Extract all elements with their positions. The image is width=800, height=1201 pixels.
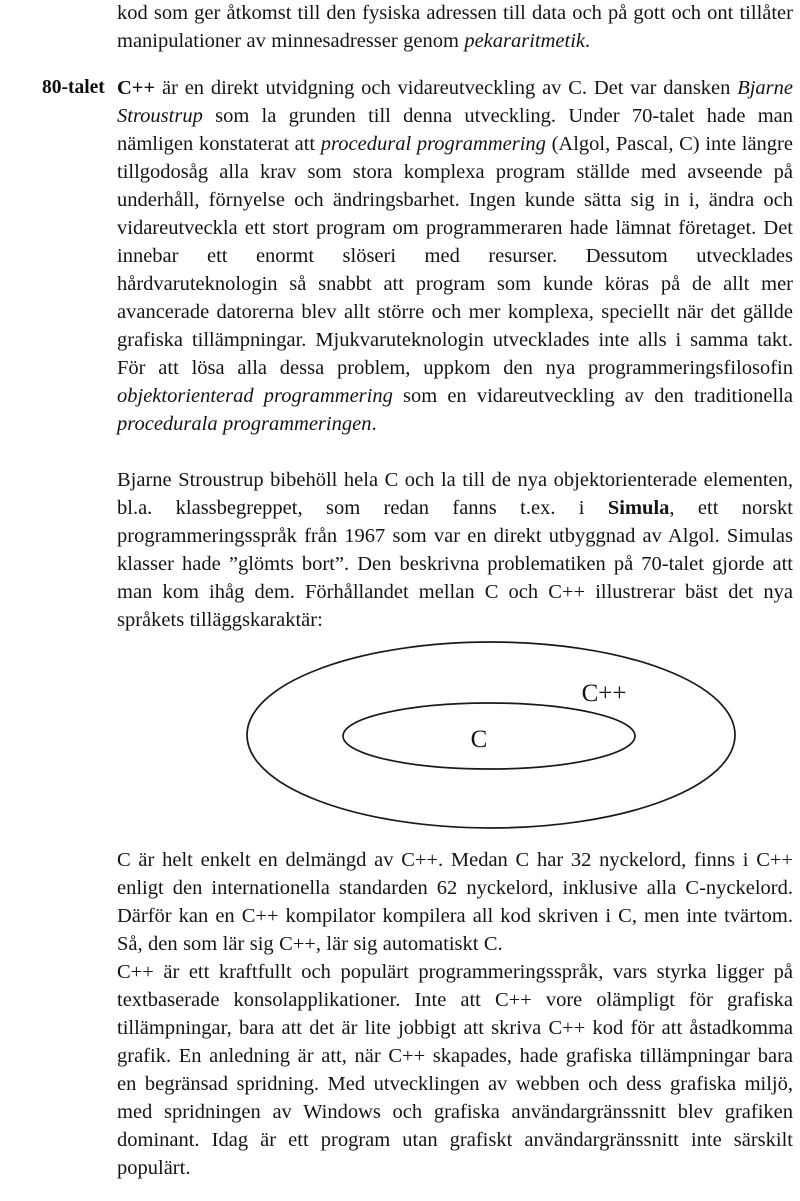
paragraph-subset <box>117 846 793 958</box>
venn-diagram-c-cpp <box>220 625 760 840</box>
text-run-normal: är en direkt utvidgning och vidareutveckling av C. Det var dansken <box>155 77 738 99</box>
text-run-normal: C++ är ett kraftfullt och populärt programmeringsspråk, vars styrka ligger på textbaserade konsolapplikationer. Inte att C++ vore olämpligt för grafiska tillämpningar, bara att det är lite jobbigt att skriva C++ kod för att åstadkomma grafik. En anledning är att, när C++ skapades, hade grafiska tillämpningar bara en begränsad spridning. Med utvecklingen av webben och dess grafiska miljö, med spridningen av Windows och grafiska användargränssnitt blev grafiken dominant. Idag är ett program utan grafiskt användargränssnitt inte särskilt populärt. <box>117 961 793 1179</box>
venn-label-c: C <box>470 726 488 753</box>
text-run-italic: pekararitmetik <box>464 30 586 52</box>
paragraph-text <box>117 0 793 55</box>
text-run-normal: . <box>585 30 591 52</box>
text-run-normal: , ett norskt programmeringsspråk från 1967 som var en direkt utbyggnad av Algol. Simulas klasser hade ”glömts bort”. Den beskrivna problematiken på 70-talet gjorde att man kom ihåg dem. Förhållandet mellan C och C++ illustrerar bäst det nya språkets tilläggskaraktär: <box>117 497 793 631</box>
venn-label-cpp: C++ <box>581 680 627 707</box>
text-run-normal: kod som ger åtkomst till den fysiska adressen till data och på gott och ont tillåter manipulationer av minnesadresser genom <box>117 2 793 52</box>
text-run-italic: objektorienterad programmering <box>117 385 393 407</box>
text-run-normal: . <box>371 413 377 435</box>
margin-note-80-talet: 80-talet <box>42 77 105 98</box>
paragraph-continued <box>117 0 793 55</box>
text-run-bold: Simula <box>607 497 670 519</box>
inner-ellipse-c <box>343 703 635 769</box>
paragraph-power <box>117 958 793 1182</box>
text-run-italic: procedurala programmeringen <box>117 413 372 435</box>
text-run-normal: (Algol, Pascal, C) inte längre tillgodosåg alla krav som stora komplexa program ställde med avseende på underhåll, förnyelse och ändringsbarhet. Ingen kunde sätta sig in i, ändra och vidareutveckla ett stort program om programmeraren hade lämnat företaget. Det innebar ett enormt slöseri med resurser. Dessutom utvecklades hårdvaruteknologin så snabbt att program som kunde köras på de allt mer avancerade datorerna blev allt större och mer komplexa, speciellt när det gällde grafiska tillämpningar. Mjukvaruteknologin utvecklades inte alls i samma takt. För att lösa alla dessa problem, uppkom den nya programmeringsfilosofin <box>117 133 793 379</box>
text-run-normal: Bjarne Stroustrup bibehöll hela C och la till de nya objektorienterade elementen, bl.a. klassbegreppet, som redan fanns t.ex. i <box>117 469 793 519</box>
text-run-normal: C är helt enkelt en delmängd av C++. Medan C har 32 nyckelord, finns i C++ enligt den internationella standarden 62 nyckelord, inklusive alla C-nyckelord. Därför kan en C++ kompilator kompilera all kod skriven i C, men inte tvärtom. Så, den som lär sig C++, lär sig automatiskt C. <box>117 849 793 955</box>
text-run-bold: C++ <box>117 77 156 99</box>
text-run-normal: som en vidareutveckling av den traditionella <box>392 385 793 407</box>
paragraph-eighties <box>117 74 793 438</box>
venn-diagram-svg <box>220 625 760 840</box>
paragraph-text <box>117 466 793 634</box>
paragraph-text <box>117 958 793 1182</box>
paragraph-text <box>117 846 793 958</box>
text-run-italic: Bjarne Stroustrup <box>117 77 793 127</box>
paragraph-stroustrup <box>117 466 793 634</box>
text-run-normal: som la grunden till denna utveckling. Under 70-talet hade man nämligen konstaterat att <box>117 105 793 155</box>
paragraph-text <box>117 74 793 438</box>
text-run-italic: procedural programmering <box>320 133 546 155</box>
